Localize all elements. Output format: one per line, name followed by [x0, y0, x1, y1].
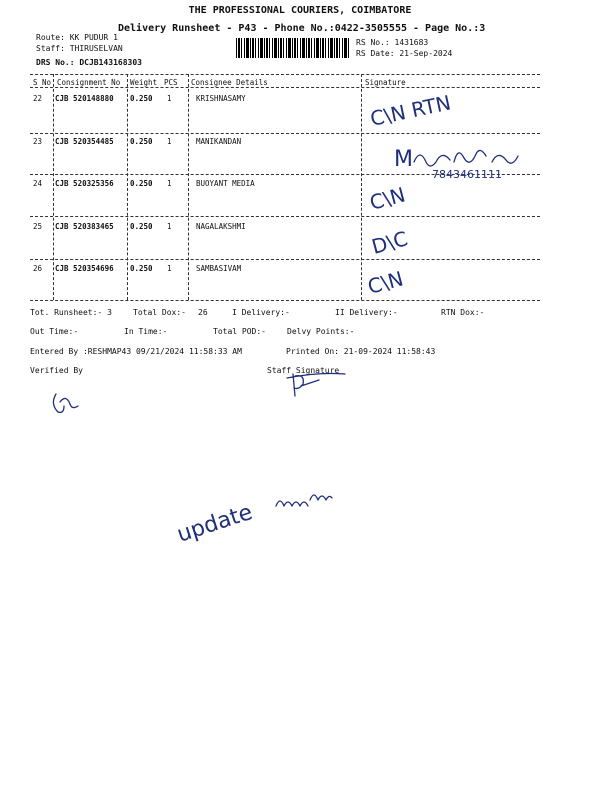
row-sno: 22 — [33, 94, 43, 103]
verifier-initials — [48, 388, 88, 418]
in-time: In Time:- — [124, 327, 168, 336]
handwritten-signature — [392, 140, 552, 180]
signature-text: C\N — [365, 266, 406, 299]
route-label: Route: KK PUDUR 1 — [36, 33, 118, 42]
row-pcs: 1 — [167, 137, 172, 146]
company-name: THE PROFESSIONAL COURIERS, COIMBATORE — [188, 5, 412, 16]
row-consignment: CJB 520354485 — [55, 137, 114, 146]
initials-stroke — [53, 394, 78, 412]
staff-signature-label: Staff Signature — [267, 366, 340, 375]
i-delivery: I Delivery:- — [232, 308, 290, 317]
staff-label: Staff: THIRUSELVAN — [36, 44, 123, 53]
col-header-sno: S No — [33, 78, 52, 87]
ii-delivery: II Delivery:- — [335, 308, 398, 317]
col-divider — [188, 74, 189, 300]
entered-by: Entered By :RESHMAP43 09/21/2024 11:58:33 AM — [30, 347, 242, 356]
row-sno: 25 — [33, 222, 43, 231]
row-sno: 26 — [33, 264, 43, 273]
signature-stroke — [414, 150, 518, 166]
row-consignee: NAGALAKSHMI — [196, 222, 246, 231]
runsheet-subtitle: Delivery Runsheet - P43 - Phone No.:0422-3505555 - Page No.:3 — [118, 23, 486, 34]
barcode — [236, 38, 349, 58]
col-divider — [53, 74, 54, 300]
drs-number: DRS No.: DCJB143168303 — [36, 58, 142, 67]
signature-text: 7843461111 — [432, 168, 502, 181]
rtn-dox: RTN Dox:- — [441, 308, 485, 317]
total-dox-value: 26 — [198, 308, 208, 317]
col-header-weight: Weight — [130, 78, 158, 87]
staff-signature-mark — [285, 368, 355, 402]
row-pcs: 1 — [167, 264, 172, 273]
signature-text: M — [394, 147, 413, 172]
table-top-rule — [30, 74, 540, 75]
row-consignment: CJB 520325356 — [55, 179, 114, 188]
signature-text: D\C — [369, 226, 411, 259]
verified-by: Verified By — [30, 366, 83, 375]
delvy-points: Delvy Points:- — [287, 327, 355, 336]
row-weight: 0.250 — [130, 137, 153, 146]
row-weight: 0.250 — [130, 179, 153, 188]
row-consignment: CJB 520148880 — [55, 94, 114, 103]
row-consignee: MANIKANDAN — [196, 137, 242, 146]
row-consignee: KRISHNASAMY — [196, 94, 246, 103]
out-time: Out Time:- — [30, 327, 79, 336]
handwritten-signature — [369, 222, 442, 259]
header-bottom-rule — [30, 87, 540, 88]
table-bottom-rule — [30, 300, 540, 301]
rs-date: RS Date: 21-Sep-2024 — [356, 49, 453, 58]
row-weight: 0.250 — [130, 94, 153, 103]
col-header-consignee: Consignee Details — [191, 78, 268, 87]
total-pod: Total POD:- — [213, 327, 266, 336]
handwritten-note — [174, 478, 378, 558]
row-weight: 0.250 — [130, 264, 153, 273]
row-consignment: CJB 520354696 — [55, 264, 114, 273]
col-divider — [361, 74, 362, 300]
row-sno: 23 — [33, 137, 43, 146]
col-header-consignment: Consignment No — [57, 78, 121, 87]
total-dox-label: Total Dox:- — [133, 308, 186, 317]
row-pcs: 1 — [167, 222, 172, 231]
note-text: update — [174, 499, 256, 548]
note-stroke — [276, 495, 332, 506]
handwritten-signature — [365, 262, 438, 299]
row-separator — [30, 133, 540, 134]
row-weight: 0.250 — [130, 222, 153, 231]
signature-text: C\N — [367, 182, 408, 215]
row-pcs: 1 — [167, 94, 172, 103]
col-divider — [127, 74, 128, 300]
row-separator — [30, 259, 540, 260]
handwritten-signature — [367, 180, 440, 215]
signature-text: C\N RTN — [368, 90, 453, 131]
printed-on: Printed On: 21-09-2024 11:58:43 — [286, 347, 436, 356]
handwritten-signature — [370, 92, 460, 132]
row-sno: 24 — [33, 179, 43, 188]
row-consignment: CJB 520383465 — [55, 222, 114, 231]
row-pcs: 1 — [167, 179, 172, 188]
signature-stroke — [287, 374, 345, 397]
col-header-pcs: PCS — [164, 78, 178, 87]
rs-number: RS No.: 1431683 — [356, 38, 429, 47]
col-header-signature: Signature — [365, 78, 406, 87]
tot-runsheet: Tot. Runsheet:- 3 — [30, 308, 112, 317]
row-separator — [30, 216, 540, 217]
row-consignee: SAMBASIVAM — [196, 264, 242, 273]
row-consignee: BUOYANT MEDIA — [196, 179, 255, 188]
